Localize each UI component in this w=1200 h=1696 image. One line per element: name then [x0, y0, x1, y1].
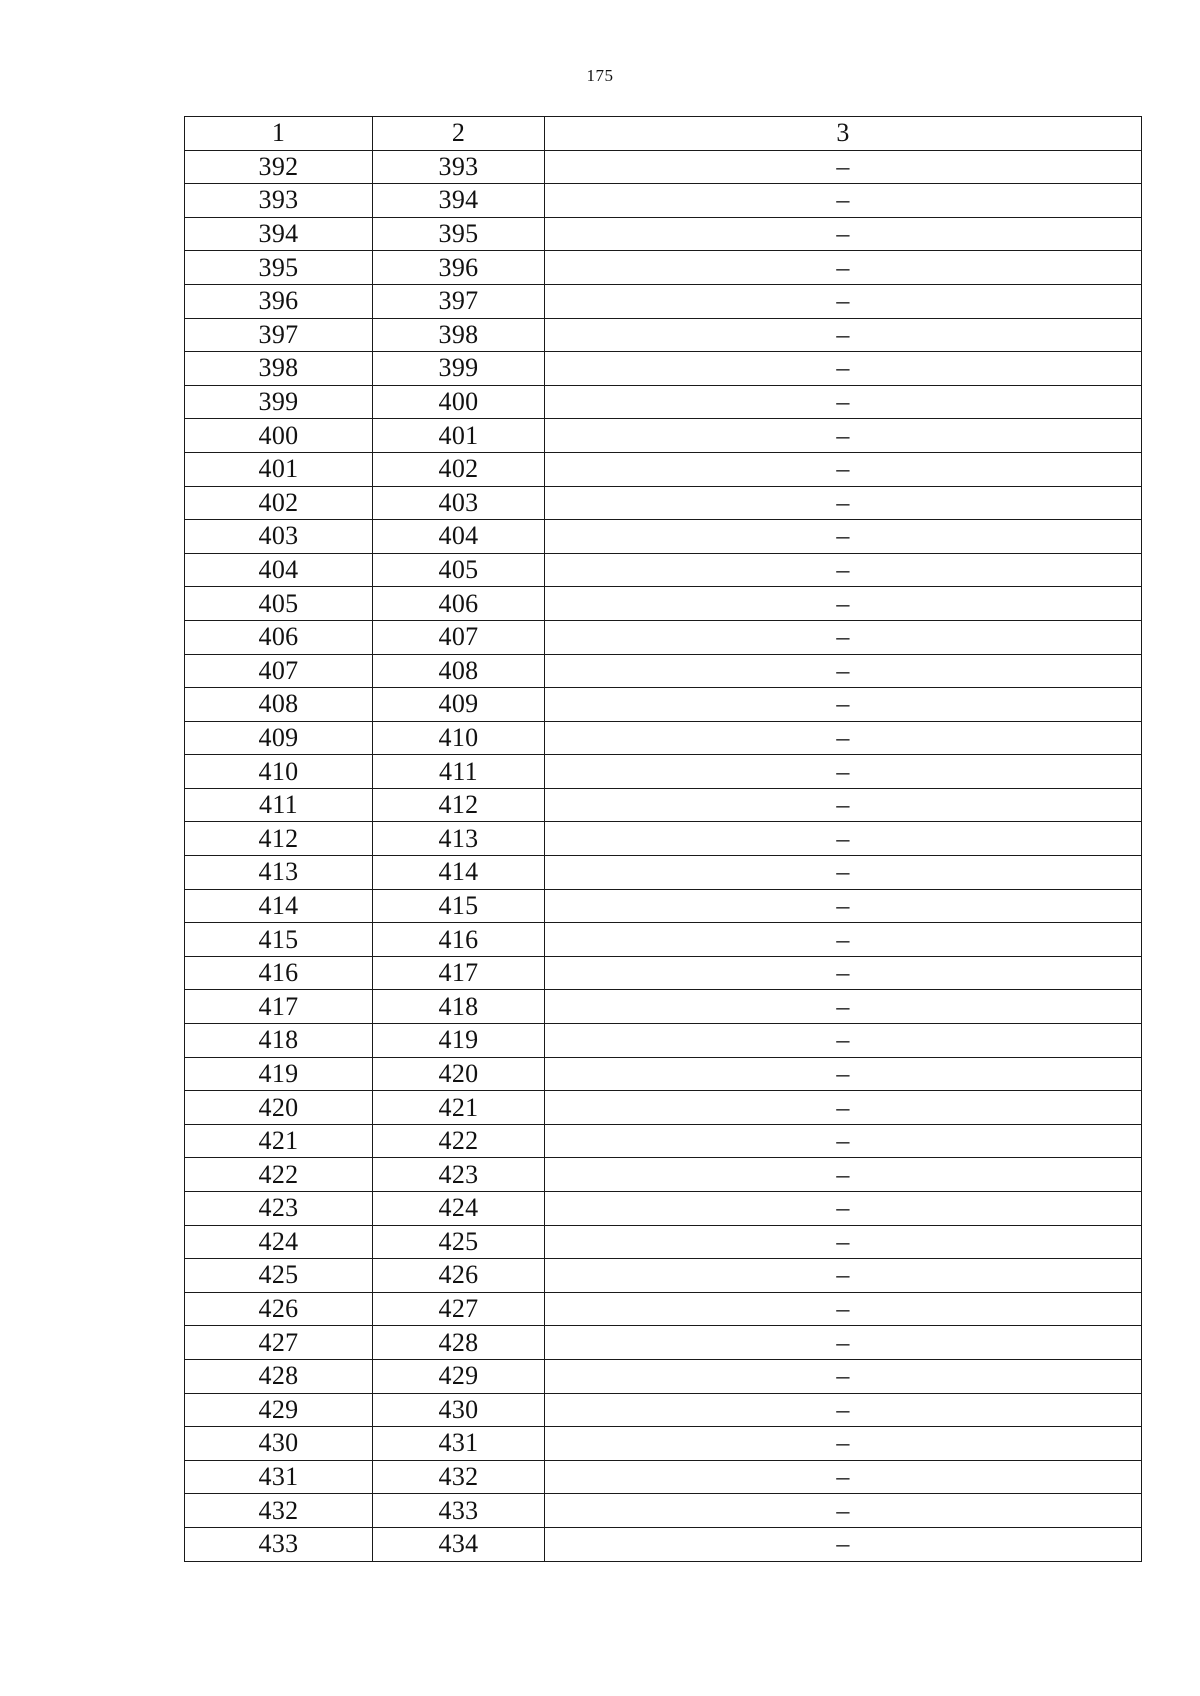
table-cell-col-2: 416	[373, 923, 545, 957]
table-cell-col-3: –	[545, 788, 1142, 822]
table-body	[185, 117, 1142, 1562]
table-cell-col-3: –	[545, 251, 1142, 285]
table-cell-col-2: 421	[373, 1091, 545, 1125]
table-cell-col-2: 412	[373, 788, 545, 822]
table-row	[185, 1259, 1142, 1293]
table-cell-col-1: 428	[185, 1359, 373, 1393]
table-row	[185, 553, 1142, 587]
table-cell-col-3: –	[545, 184, 1142, 218]
table-row	[185, 1124, 1142, 1158]
table-cell-col-3: –	[545, 1393, 1142, 1427]
table-row	[185, 1091, 1142, 1125]
table-cell-col-1: 403	[185, 520, 373, 554]
table-cell-col-3: –	[545, 1192, 1142, 1226]
table-cell-col-1: 433	[185, 1527, 373, 1561]
table-cell-col-1: 422	[185, 1158, 373, 1192]
table-cell-col-1: 406	[185, 620, 373, 654]
table-cell-col-3: –	[545, 923, 1142, 957]
table-cell-col-2: 413	[373, 822, 545, 856]
table-cell-col-1: 404	[185, 553, 373, 587]
table-cell-col-3: –	[545, 822, 1142, 856]
table-cell-col-3: –	[545, 1057, 1142, 1091]
table-cell-col-1: 393	[185, 184, 373, 218]
table-row	[185, 284, 1142, 318]
table-cell-col-3: –	[545, 1494, 1142, 1528]
table-row	[185, 486, 1142, 520]
table-cell-col-1: 392	[185, 150, 373, 184]
table-row	[185, 688, 1142, 722]
table-row	[185, 990, 1142, 1024]
header-cell-1: 1	[185, 117, 373, 151]
table-cell-col-1: 395	[185, 251, 373, 285]
table-cell-col-1: 430	[185, 1427, 373, 1461]
table-cell-col-2: 427	[373, 1292, 545, 1326]
table-cell-col-3: –	[545, 1326, 1142, 1360]
table-cell-col-1: 424	[185, 1225, 373, 1259]
table-cell-col-2: 418	[373, 990, 545, 1024]
table-cell-col-1: 426	[185, 1292, 373, 1326]
header-cell-2: 2	[373, 117, 545, 151]
table-cell-col-3: –	[545, 889, 1142, 923]
table-cell-col-2: 423	[373, 1158, 545, 1192]
table-cell-col-1: 431	[185, 1460, 373, 1494]
table-cell-col-3: –	[545, 755, 1142, 789]
table-row	[185, 755, 1142, 789]
table-cell-col-2: 404	[373, 520, 545, 554]
table-row	[185, 956, 1142, 990]
table-cell-col-2: 411	[373, 755, 545, 789]
table-cell-col-3: –	[545, 1292, 1142, 1326]
table-cell-col-2: 410	[373, 721, 545, 755]
table-row	[185, 620, 1142, 654]
table-cell-col-1: 412	[185, 822, 373, 856]
table-row	[185, 1527, 1142, 1561]
table-header-row	[185, 117, 1142, 151]
table-cell-col-1: 408	[185, 688, 373, 722]
table-cell-col-3: –	[545, 385, 1142, 419]
table-row	[185, 1225, 1142, 1259]
table-row	[185, 452, 1142, 486]
table-row	[185, 923, 1142, 957]
table-cell-col-2: 402	[373, 452, 545, 486]
table-cell-col-2: 415	[373, 889, 545, 923]
table-cell-col-1: 420	[185, 1091, 373, 1125]
table-cell-col-2: 401	[373, 419, 545, 453]
table-cell-col-3: –	[545, 1124, 1142, 1158]
table-row	[185, 184, 1142, 218]
table-cell-col-2: 431	[373, 1427, 545, 1461]
table-cell-col-1: 405	[185, 587, 373, 621]
table-cell-col-1: 419	[185, 1057, 373, 1091]
table-cell-col-2: 419	[373, 1024, 545, 1058]
table-cell-col-2: 426	[373, 1259, 545, 1293]
table-cell-col-3: –	[545, 1091, 1142, 1125]
table-row	[185, 1359, 1142, 1393]
table-cell-col-3: –	[545, 1259, 1142, 1293]
table-row	[185, 822, 1142, 856]
table-cell-col-3: –	[545, 284, 1142, 318]
table-cell-col-2: 417	[373, 956, 545, 990]
table-cell-col-2: 396	[373, 251, 545, 285]
table-cell-col-3: –	[545, 587, 1142, 621]
table-cell-col-2: 406	[373, 587, 545, 621]
table-cell-col-1: 399	[185, 385, 373, 419]
table-cell-col-1: 421	[185, 1124, 373, 1158]
table-row	[185, 1494, 1142, 1528]
table-cell-col-2: 430	[373, 1393, 545, 1427]
table-cell-col-3: –	[545, 856, 1142, 890]
table-cell-col-1: 432	[185, 1494, 373, 1528]
table-row	[185, 352, 1142, 386]
table-cell-col-3: –	[545, 1527, 1142, 1561]
table-row	[185, 1292, 1142, 1326]
table-cell-col-1: 423	[185, 1192, 373, 1226]
table-cell-col-2: 393	[373, 150, 545, 184]
table-cell-col-2: 397	[373, 284, 545, 318]
table-cell-col-1: 396	[185, 284, 373, 318]
table-cell-col-2: 399	[373, 352, 545, 386]
table-row	[185, 654, 1142, 688]
table-cell-col-1: 427	[185, 1326, 373, 1360]
table-cell-col-2: 414	[373, 856, 545, 890]
table-row	[185, 1192, 1142, 1226]
table-cell-col-3: –	[545, 520, 1142, 554]
table-cell-col-1: 409	[185, 721, 373, 755]
table-cell-col-3: –	[545, 688, 1142, 722]
table-cell-col-2: 408	[373, 654, 545, 688]
table-cell-col-1: 418	[185, 1024, 373, 1058]
table-cell-col-3: –	[545, 956, 1142, 990]
table-cell-col-3: –	[545, 654, 1142, 688]
table-cell-col-1: 425	[185, 1259, 373, 1293]
table-cell-col-2: 403	[373, 486, 545, 520]
table-cell-col-2: 400	[373, 385, 545, 419]
table-cell-col-1: 415	[185, 923, 373, 957]
table-cell-col-2: 398	[373, 318, 545, 352]
table-cell-col-2: 428	[373, 1326, 545, 1360]
page-number: 175	[586, 66, 614, 85]
table-cell-col-2: 405	[373, 553, 545, 587]
table-row	[185, 318, 1142, 352]
table-cell-col-1: 402	[185, 486, 373, 520]
table-cell-col-3: –	[545, 1024, 1142, 1058]
table-row	[185, 1393, 1142, 1427]
table-cell-col-2: 432	[373, 1460, 545, 1494]
table-row	[185, 1057, 1142, 1091]
table-cell-col-2: 409	[373, 688, 545, 722]
table-row	[185, 217, 1142, 251]
header-cell-3: 3	[545, 117, 1142, 151]
table-row	[185, 419, 1142, 453]
table-cell-col-1: 416	[185, 956, 373, 990]
table-cell-col-3: –	[545, 990, 1142, 1024]
table-cell-col-3: –	[545, 150, 1142, 184]
table-row	[185, 385, 1142, 419]
table-cell-col-3: –	[545, 419, 1142, 453]
table-cell-col-1: 407	[185, 654, 373, 688]
table-cell-col-2: 429	[373, 1359, 545, 1393]
table-row	[185, 1427, 1142, 1461]
table-cell-col-3: –	[545, 1359, 1142, 1393]
table-cell-col-3: –	[545, 1427, 1142, 1461]
table-row	[185, 1460, 1142, 1494]
table-cell-col-2: 407	[373, 620, 545, 654]
table-cell-col-2: 424	[373, 1192, 545, 1226]
table-cell-col-1: 414	[185, 889, 373, 923]
data-table	[184, 116, 1142, 1562]
table-row	[185, 721, 1142, 755]
table-row	[185, 520, 1142, 554]
table-cell-col-1: 400	[185, 419, 373, 453]
table-cell-col-2: 394	[373, 184, 545, 218]
data-table-container	[184, 116, 1142, 1562]
table-cell-col-1: 410	[185, 755, 373, 789]
table-cell-col-3: –	[545, 553, 1142, 587]
table-cell-col-2: 434	[373, 1527, 545, 1561]
table-cell-col-2: 425	[373, 1225, 545, 1259]
table-cell-col-3: –	[545, 217, 1142, 251]
table-row	[185, 1024, 1142, 1058]
table-row	[185, 587, 1142, 621]
table-cell-col-2: 433	[373, 1494, 545, 1528]
table-cell-col-3: –	[545, 452, 1142, 486]
table-cell-col-3: –	[545, 1225, 1142, 1259]
table-cell-col-1: 413	[185, 856, 373, 890]
table-row	[185, 856, 1142, 890]
table-row	[185, 788, 1142, 822]
table-row	[185, 889, 1142, 923]
table-cell-col-1: 411	[185, 788, 373, 822]
table-cell-col-1: 417	[185, 990, 373, 1024]
table-cell-col-2: 420	[373, 1057, 545, 1091]
table-row	[185, 1326, 1142, 1360]
table-cell-col-3: –	[545, 486, 1142, 520]
table-cell-col-2: 395	[373, 217, 545, 251]
table-row	[185, 251, 1142, 285]
table-cell-col-1: 429	[185, 1393, 373, 1427]
table-row	[185, 1158, 1142, 1192]
table-cell-col-1: 397	[185, 318, 373, 352]
table-cell-col-2: 422	[373, 1124, 545, 1158]
table-cell-col-1: 401	[185, 452, 373, 486]
table-cell-col-3: –	[545, 620, 1142, 654]
table-cell-col-3: –	[545, 318, 1142, 352]
table-cell-col-3: –	[545, 352, 1142, 386]
table-row	[185, 150, 1142, 184]
table-cell-col-3: –	[545, 1460, 1142, 1494]
table-cell-col-3: –	[545, 721, 1142, 755]
table-cell-col-1: 394	[185, 217, 373, 251]
table-cell-col-1: 398	[185, 352, 373, 386]
table-cell-col-3: –	[545, 1158, 1142, 1192]
